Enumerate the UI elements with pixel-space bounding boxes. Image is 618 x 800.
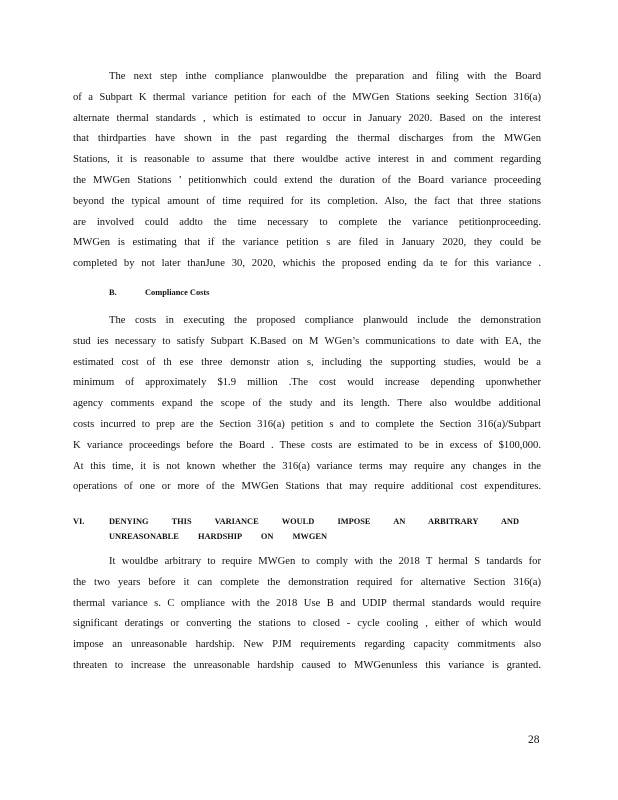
text-line: are involved could addto the time necessary to complete the variance petitionproceeding. [73,216,541,228]
text-line: the MWGen Stations ’ petitionwhich could extend the duration of the Board variance proceeding [73,174,541,186]
text-line: operations of one or more of the MWGen Stations that may require additional cost expenditures. [73,481,541,493]
section-title-line: DENYING THIS VARIANCE WOULD IMPOSE AN ARBITRARY AND [109,517,519,526]
text-line: estimated cost of th ese three demonstr ation s, including the supporting studies, would be a [73,356,541,368]
paragraph-arbitrary-hardship [73,552,541,677]
text-line: The next step inthe compliance planwouldbe the preparation and filing with the Board [109,71,541,82]
text-line: of a Subpart K thermal variance petition for each of the MWGen Stations seeking Section 316(a) [73,91,541,103]
paragraph-compliance-plan [73,67,541,275]
text-line: alternate thermal standards , which is estimated to occur in January 2020. Based on the interest [73,112,541,124]
text-line: It wouldbe arbitrary to require MWGen to comply with the 2018 T hermal S tandards for [109,556,541,567]
text-line: that thirdparties have shown in the past regarding the thermal discharges from the MWGen [73,133,541,145]
text-line: threaten to increase the unreasonable hardship caused to MWGenunless this variance is granted. [73,659,541,671]
text-line: K variance proceedings before the Board . These costs are estimated to be in excess of $100,000. [73,439,541,451]
text-line: Stations, it is reasonable to assume that there wouldbe active interest in and comment regarding [73,154,541,166]
text-line: completed by not later thanJune 30, 2020, whichis the proposed ending da te for this variance . [73,258,541,270]
text-line: MWGen is estimating that if the variance petition s are filed in January 2020, they could be [73,237,541,249]
text-line: the two years before it can complete the demonstration required for alternative Section 316(a) [73,576,541,588]
text-line: costs incurred to prep are the Section 316(a) petition s and to complete the Section 316(a)/Subpart [73,418,541,430]
text-line: impose an unreasonable hardship. New PJM requirements regarding capacity commitments also [73,639,541,651]
page-number: 28 [528,734,540,746]
section-number: VI. [73,517,85,526]
text-line: The costs in executing the proposed compliance planwould include the demonstration [109,315,541,326]
text-line: stud ies necessary to satisfy Subpart K.Based on M WGen’s communications to date with EA, the [73,335,541,347]
section-title-line: UNREASONABLE HARDSHIP ON MWGEN [109,532,327,541]
text-line: beyond the typical amount of time required for its completion. Also, the fact that three stations [73,195,541,207]
text-line: minimum of approximately $1.9 million .The cost would increase depending uponwhether [73,377,541,389]
text-line: agency comments expand the scope of the study and its length. There also wouldbe additional [73,398,541,410]
paragraph-compliance-costs [73,311,541,498]
text-line: At this time, it is not known whether the 316(a) variance terms may require any changes in the [73,460,541,472]
section-title [109,514,519,544]
subheading-letter: B. [109,288,117,297]
subheading-title: Compliance Costs [145,288,210,297]
text-line: significant deratings or converting the stations to closed - cycle cooling , either of which would [73,618,541,630]
text-line: thermal variance s. C ompliance with the 2018 Use B and UDIP thermal standards would require [73,597,541,609]
subheading-compliance-costs [109,288,209,297]
